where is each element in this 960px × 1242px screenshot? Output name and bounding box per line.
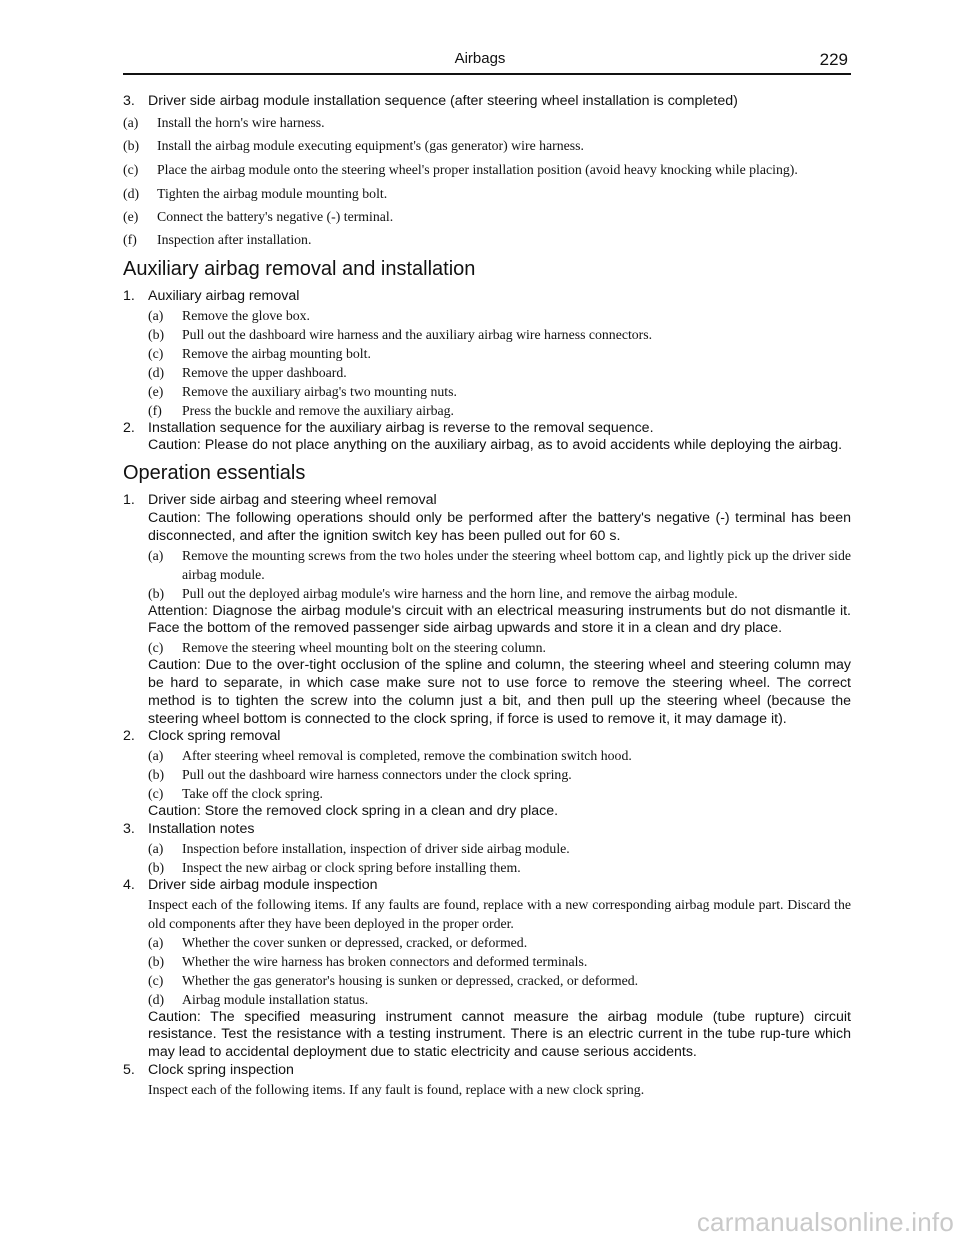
step-label: (b) (123, 137, 140, 153)
step (123, 182, 851, 205)
step-label: (b) (148, 767, 165, 783)
watermark: carmanualsonline.info (696, 1207, 954, 1237)
step-label: (c) (148, 640, 164, 656)
numbered-item (123, 420, 851, 438)
header-divider (123, 73, 851, 75)
section-heading: Auxiliary airbag removal and installation (123, 257, 476, 280)
step (123, 382, 851, 401)
step (123, 157, 851, 182)
step-label: (a) (148, 840, 164, 856)
step-text: Remove the upper dashboard. (182, 364, 347, 380)
numbered-item (123, 728, 851, 746)
step-text: Remove the mounting screws from the two holes under the steering wheel bottom cap, and lightly pick up the driver side airbag module. (182, 547, 851, 582)
numbered-item (123, 1062, 851, 1080)
step (123, 546, 851, 584)
numbered-item (123, 492, 851, 510)
step-label: (c) (148, 786, 164, 802)
running-header-title: Airbags (454, 50, 506, 67)
section-heading: Operation essentials (123, 462, 306, 485)
step-text: Connect the battery's negative (-) terminal. (157, 208, 394, 224)
step-text: Place the airbag module onto the steering wheel's proper installation position (avoid heavy knocking while placing). (157, 161, 798, 177)
step (123, 933, 851, 952)
step (123, 858, 851, 877)
item-text: Installation notes (148, 820, 255, 837)
step-text: Remove the auxiliary airbag's two mounting nuts. (182, 383, 457, 399)
step (123, 111, 851, 134)
step-text: Whether the wire harness has broken connectors and deformed terminals. (182, 953, 588, 969)
step-text: Airbag module installation status. (182, 991, 369, 1007)
step-label: (f) (123, 231, 137, 247)
step (123, 784, 851, 803)
step-text: Remove the steering wheel mounting bolt on the steering column. (182, 640, 547, 656)
step-label: (c) (123, 161, 139, 177)
item-number: 3. (123, 93, 135, 109)
caution-note: Caution: The specified measuring instrument cannot measure the airbag module (tube rupture) circuit resistance. Test the resistance with a testing instrument. There is an electric current in the tube rup-ture which may lead to accidental deployment due to static electricity and cause serious accidents. (148, 1008, 851, 1061)
inspection-intro: Inspect each of the following items. If any faults are found, replace with a new corresponding airbag module part. Discard the old components after they have been deployed in the proper order. (148, 896, 851, 931)
step (123, 228, 851, 251)
step-text: Pull out the dashboard wire harness connectors under the clock spring. (182, 767, 572, 783)
item-text: Clock spring removal (148, 728, 281, 745)
step (123, 746, 851, 765)
item-number: 3. (123, 820, 135, 837)
step (123, 765, 851, 784)
attention-note: Attention: Diagnose the airbag module's circuit with an electrical measuring instruments but do not dismantle it. Face the bottom of the removed passenger side airbag upwards and store it in a clean and dry place. (148, 602, 851, 637)
step-label: (b) (148, 585, 165, 601)
item-text: Driver side airbag and steering wheel removal (148, 492, 437, 509)
item-number: 1. (123, 287, 135, 304)
step-text: Remove the airbag mounting bolt. (182, 345, 371, 361)
item-number: 5. (123, 1061, 135, 1078)
step-label: (f) (148, 402, 162, 418)
step (123, 990, 851, 1009)
item-text: Driver side airbag module installation sequence (after steering wheel installation is completed) (148, 93, 738, 109)
step-label: (d) (148, 991, 165, 1007)
item-number: 1. (123, 492, 135, 509)
step (123, 952, 851, 971)
step-text: Inspection after installation. (157, 231, 312, 247)
step (123, 839, 851, 858)
page-number: 229 (819, 50, 848, 69)
step (123, 584, 851, 603)
step-label: (b) (148, 953, 165, 969)
step-text: After steering wheel removal is completed, remove the combination switch hood. (182, 748, 632, 764)
step-text: Tighten the airbag module mounting bolt. (157, 185, 388, 201)
step-text: Install the airbag module executing equipment's (gas generator) wire harness. (157, 137, 584, 153)
item-number: 4. (123, 876, 135, 893)
step (123, 344, 851, 363)
caution-note: Caution: Due to the over-tight occlusion of the spline and column, the steering wheel and steering column may be hard to separate, in which case make sure not to use force to remove the steering wheel. The correct method is to tighten the screw into the column just a bit, and then pull up the steering wheel (because the steering wheel bottom is connected to the clock spring, if force is used to remove it, it may damage it). (148, 657, 851, 727)
step-label: (d) (123, 185, 140, 201)
numbered-item (123, 821, 851, 839)
step-label: (e) (123, 208, 139, 224)
step-label: (e) (148, 383, 164, 399)
step (123, 205, 851, 228)
caution-note: Caution: Please do not place anything on the auxiliary airbag, as to avoid accidents while deploying the airbag. (148, 437, 843, 454)
step-text: Pull out the dashboard wire harness and the auxiliary airbag wire harness connectors. (182, 326, 653, 342)
step-text: Inspection before installation, inspection of driver side airbag module. (182, 840, 570, 856)
numbered-item (123, 877, 851, 895)
item-text: Clock spring inspection (148, 1061, 294, 1078)
step-text: Install the horn's wire harness. (157, 114, 325, 130)
step (123, 971, 851, 990)
step-text: Whether the cover sunken or depressed, cracked, or deformed. (182, 934, 528, 950)
step-text: Press the buckle and remove the auxiliary airbag. (182, 402, 455, 418)
item-text: Auxiliary airbag removal (148, 287, 300, 304)
step-label: (a) (148, 934, 164, 950)
step-label: (c) (148, 345, 164, 361)
step-label: (c) (148, 972, 164, 988)
step (123, 134, 851, 157)
step-text: Take off the clock spring. (182, 786, 323, 802)
step-label: (a) (123, 114, 139, 130)
step (123, 325, 851, 344)
page-content (123, 93, 851, 1099)
item-number: 2. (123, 728, 135, 745)
step-label: (a) (148, 748, 164, 764)
step-label: (a) (148, 307, 164, 323)
step-text: Inspect the new airbag or clock spring before installing them. (182, 859, 521, 875)
inspection-intro: Inspect each of the following items. If any fault is found, replace with a new clock spring. (148, 1081, 645, 1097)
step (123, 306, 851, 325)
item-text: Driver side airbag module inspection (148, 876, 378, 893)
step-label: (b) (148, 859, 165, 875)
item-number: 2. (123, 419, 135, 436)
numbered-item (123, 288, 851, 306)
step-text: Pull out the deployed airbag module's wire harness and the horn line, and remove the airbag module. (182, 585, 738, 601)
step (123, 363, 851, 382)
item-text: Installation sequence for the auxiliary airbag is reverse to the removal sequence. (148, 419, 654, 436)
numbered-item (123, 93, 851, 111)
step-text: Whether the gas generator's housing is sunken or depressed, cracked, or deformed. (182, 972, 639, 988)
step (123, 401, 851, 420)
step-label: (b) (148, 326, 165, 342)
step-label: (d) (148, 364, 165, 380)
caution-note: Caution: The following operations should only be performed after the battery's negative (-) terminal has been disconnected, and after the ignition switch key has been pulled out for 60 s. (148, 509, 851, 544)
step (123, 638, 851, 657)
caution-note: Caution: Store the removed clock spring in a clean and dry place. (148, 803, 559, 820)
step-text: Remove the glove box. (182, 307, 310, 323)
step-label: (a) (148, 547, 164, 563)
